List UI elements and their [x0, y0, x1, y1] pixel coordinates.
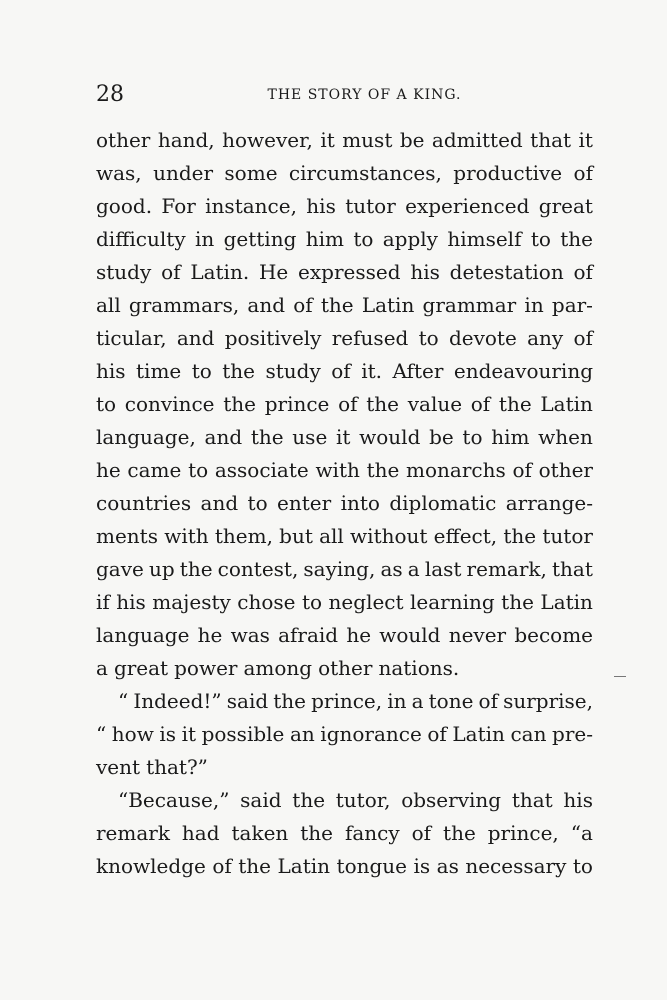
- text-line: [96, 718, 593, 751]
- text-line: [96, 421, 593, 454]
- word: to: [572, 854, 593, 878]
- word: language,: [96, 425, 196, 449]
- word: instance,: [205, 194, 297, 218]
- word: but: [279, 524, 313, 548]
- word: a: [411, 689, 424, 713]
- word: he: [96, 458, 121, 482]
- word: tutor: [345, 194, 396, 218]
- word: difficulty: [96, 227, 186, 251]
- word: that: [530, 128, 572, 152]
- word: “: [118, 689, 129, 713]
- word: Indeed!”: [133, 689, 222, 713]
- word: a: [407, 557, 420, 581]
- word: them,: [214, 524, 273, 548]
- word: “: [96, 722, 107, 746]
- word: chose: [237, 590, 296, 614]
- text-line: [96, 289, 593, 322]
- word: to: [353, 227, 374, 251]
- word: however,: [222, 128, 313, 152]
- word: apply: [382, 227, 438, 251]
- word: of: [411, 821, 432, 845]
- word: the: [300, 821, 333, 845]
- word: the: [443, 821, 476, 845]
- word: possible: [201, 722, 285, 746]
- word: and: [200, 491, 239, 515]
- word: great: [113, 656, 169, 680]
- word: the: [498, 392, 532, 416]
- word: of: [478, 689, 498, 713]
- word: admitted: [431, 128, 523, 152]
- word: diplomatic: [389, 491, 497, 515]
- word: must: [342, 128, 393, 152]
- word: hand,: [157, 128, 215, 152]
- word: “a: [570, 821, 593, 845]
- word: last: [424, 557, 462, 581]
- word: other: [96, 128, 151, 152]
- word: other: [318, 656, 373, 680]
- word: effect,: [433, 524, 498, 548]
- word: majesty: [152, 590, 231, 614]
- word: power: [174, 656, 238, 680]
- word: the: [560, 227, 593, 251]
- word: the: [250, 425, 284, 449]
- word: how: [111, 722, 154, 746]
- word: would: [359, 425, 421, 449]
- word: to: [247, 491, 268, 515]
- word: other: [538, 458, 593, 482]
- text-line: [96, 850, 593, 883]
- word: had: [181, 821, 220, 845]
- word: taken: [231, 821, 289, 845]
- word: Latin: [277, 854, 331, 878]
- word: tutor: [542, 524, 593, 548]
- text-line: [96, 322, 593, 355]
- word: of: [427, 722, 447, 746]
- word: observing: [401, 788, 502, 812]
- text-line: [96, 487, 593, 520]
- word: among: [243, 656, 313, 680]
- word: saying,: [303, 557, 376, 581]
- word: experienced: [405, 194, 530, 218]
- word: value: [407, 392, 463, 416]
- word: convince: [124, 392, 215, 416]
- word: it: [335, 425, 351, 449]
- word: nations.: [378, 656, 460, 680]
- word: the: [222, 359, 256, 383]
- word: countries: [96, 491, 192, 515]
- word: circumstances,: [288, 161, 442, 185]
- text-line: [96, 784, 593, 817]
- word: to: [418, 326, 439, 350]
- word: prince,: [311, 689, 383, 713]
- word: arrange-: [505, 491, 593, 515]
- word: as: [436, 854, 459, 878]
- body-text: [96, 124, 593, 883]
- text-line: [96, 553, 593, 586]
- word: “Because,”: [118, 788, 230, 812]
- word: of: [512, 458, 532, 482]
- word: it.: [361, 359, 382, 383]
- word: learning: [410, 590, 495, 614]
- text-line: [96, 190, 593, 223]
- word: of: [212, 854, 232, 878]
- text-line: [96, 124, 593, 157]
- word: contest,: [217, 557, 299, 581]
- word: Latin: [540, 590, 593, 614]
- word: him: [305, 227, 344, 251]
- text-line: [96, 520, 593, 553]
- word: in: [524, 293, 544, 317]
- word: the: [366, 458, 400, 482]
- text-line: [96, 817, 593, 850]
- word: study: [96, 260, 152, 284]
- word: ticular,: [96, 326, 167, 350]
- word: all: [96, 293, 121, 317]
- word: of: [573, 326, 593, 350]
- word: came: [127, 458, 182, 482]
- word: it: [320, 128, 335, 152]
- word: prince,: [487, 821, 559, 845]
- word: refused: [331, 326, 409, 350]
- word: necessary: [465, 854, 567, 878]
- word: grammars,: [128, 293, 240, 317]
- word: if: [96, 590, 110, 614]
- word: was,: [96, 161, 142, 185]
- word: he: [197, 623, 223, 647]
- word: productive: [453, 161, 563, 185]
- word: pre-: [552, 722, 593, 746]
- word: grammar: [422, 293, 517, 317]
- word: of: [573, 260, 593, 284]
- word: surprise,: [503, 689, 593, 713]
- word: of: [331, 359, 351, 383]
- word: For: [161, 194, 196, 218]
- word: par-: [551, 293, 593, 317]
- word: vent: [96, 755, 141, 779]
- word: become: [514, 623, 593, 647]
- word: of: [161, 260, 181, 284]
- word: is: [413, 854, 431, 878]
- word: the: [273, 689, 306, 713]
- word: to: [191, 359, 212, 383]
- word: time: [136, 359, 182, 383]
- word: prince: [264, 392, 330, 416]
- word: He: [258, 260, 289, 284]
- word: up: [148, 557, 175, 581]
- word: getting: [223, 227, 297, 251]
- word: to: [302, 590, 323, 614]
- word: be: [429, 425, 454, 449]
- word: his: [306, 194, 336, 218]
- running-head: [96, 80, 593, 110]
- margin-mark: [614, 676, 626, 677]
- word: the: [292, 788, 326, 812]
- word: the: [501, 590, 534, 614]
- word: with: [164, 524, 209, 548]
- word: the: [238, 854, 272, 878]
- text-line: [96, 652, 593, 685]
- word: devote: [448, 326, 517, 350]
- text-line: [96, 388, 593, 421]
- word: never: [448, 623, 507, 647]
- word: his: [563, 788, 593, 812]
- word: as: [380, 557, 403, 581]
- text-line: [96, 685, 593, 718]
- word: he: [346, 623, 372, 647]
- word: remark,: [466, 557, 547, 581]
- word: of: [293, 293, 313, 317]
- word: can: [510, 722, 547, 746]
- word: the: [503, 524, 537, 548]
- page-number: 28: [96, 82, 124, 107]
- word: afraid: [278, 623, 339, 647]
- word: the: [320, 293, 354, 317]
- word: an: [289, 722, 315, 746]
- word: enter: [277, 491, 332, 515]
- word: into: [340, 491, 380, 515]
- word: Latin: [361, 293, 415, 317]
- word: was: [230, 623, 270, 647]
- word: tongue: [336, 854, 408, 878]
- text-line: [96, 223, 593, 256]
- word: in: [387, 689, 407, 713]
- word: ignorance: [320, 722, 422, 746]
- text-line: [96, 157, 593, 190]
- text-line: [96, 619, 593, 652]
- word: in: [194, 227, 215, 251]
- word: him: [491, 425, 530, 449]
- word: ments: [96, 524, 158, 548]
- word: his: [96, 359, 126, 383]
- word: great: [538, 194, 593, 218]
- word: that: [511, 788, 553, 812]
- running-title: THE STORY OF A KING.: [267, 87, 462, 103]
- word: After: [392, 359, 444, 383]
- text-line: [96, 751, 593, 784]
- word: good.: [96, 194, 153, 218]
- word: said: [226, 689, 269, 713]
- word: it: [181, 722, 197, 746]
- word: to: [530, 227, 551, 251]
- word: without: [350, 524, 428, 548]
- word: that?”: [146, 755, 208, 779]
- word: endeavouring: [453, 359, 593, 383]
- word: some: [224, 161, 278, 185]
- word: use: [292, 425, 328, 449]
- word: study: [265, 359, 321, 383]
- word: is: [159, 722, 177, 746]
- text-line: [96, 454, 593, 487]
- word: under: [153, 161, 214, 185]
- word: and: [176, 326, 215, 350]
- word: Latin: [540, 392, 593, 416]
- word: associate: [214, 458, 309, 482]
- word: to: [188, 458, 209, 482]
- word: said: [240, 788, 282, 812]
- text-line: [96, 256, 593, 289]
- word: that: [551, 557, 593, 581]
- word: the: [223, 392, 256, 416]
- word: monarchs: [406, 458, 506, 482]
- word: be: [399, 128, 425, 152]
- word: the: [179, 557, 213, 581]
- word: would: [379, 623, 441, 647]
- word: all: [319, 524, 344, 548]
- word: a: [96, 656, 108, 680]
- word: language: [96, 623, 190, 647]
- text-line: [96, 355, 593, 388]
- word: to: [96, 392, 117, 416]
- word: and: [204, 425, 243, 449]
- text-line: [96, 586, 593, 619]
- word: positively: [224, 326, 322, 350]
- word: knowledge: [96, 854, 206, 878]
- word: his: [410, 260, 440, 284]
- word: gave: [96, 557, 144, 581]
- word: himself: [447, 227, 522, 251]
- word: with: [315, 458, 360, 482]
- word: tone: [428, 689, 474, 713]
- word: his: [116, 590, 146, 614]
- word: neglect: [328, 590, 404, 614]
- word: remark: [96, 821, 170, 845]
- word: of: [338, 392, 358, 416]
- word: of: [470, 392, 491, 416]
- word: it: [578, 128, 593, 152]
- word: Latin.: [190, 260, 250, 284]
- word: Latin: [452, 722, 505, 746]
- word: the: [366, 392, 400, 416]
- word: to: [462, 425, 483, 449]
- word: detestation: [449, 260, 564, 284]
- word: and: [247, 293, 286, 317]
- word: fancy: [344, 821, 400, 845]
- word: expressed: [298, 260, 401, 284]
- word: when: [538, 425, 593, 449]
- word: of: [573, 161, 593, 185]
- word: any: [527, 326, 564, 350]
- word: tutor,: [335, 788, 391, 812]
